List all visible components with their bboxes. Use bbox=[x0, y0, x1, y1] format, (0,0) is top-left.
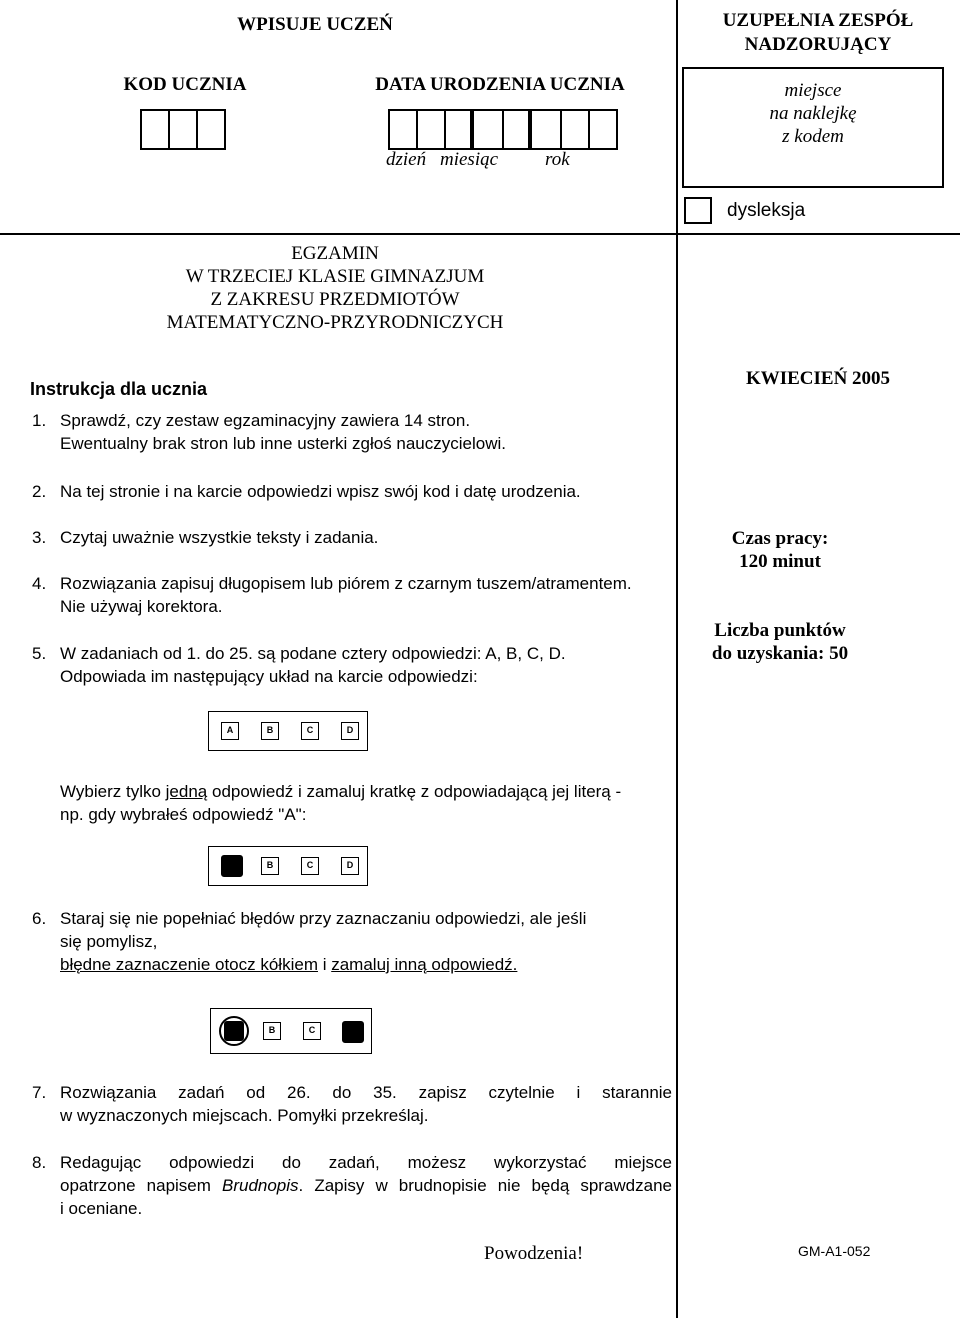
month-label: miesiąc bbox=[440, 149, 499, 170]
code-digit-box[interactable] bbox=[170, 111, 198, 149]
answer-box-b: B bbox=[261, 722, 279, 740]
exam-code: GM-A1-052 bbox=[798, 1243, 871, 1259]
day-label: dzień bbox=[386, 149, 427, 170]
supervisor-heading-2: NADZORUJĄCY bbox=[744, 34, 892, 55]
instruction-text: Odpowiada im następujący układ na karcie odpowiedzi: bbox=[60, 667, 478, 686]
choose-line-1 bbox=[60, 780, 680, 803]
instruction-text bbox=[60, 1174, 672, 1197]
good-luck: Powodzenia! bbox=[484, 1243, 584, 1264]
instruction-text: Czytaj uważnie wszystkie teksty i zadania. bbox=[60, 528, 379, 547]
instruction-text: W zadaniach od 1. do 25. są podane cztery odpowiedzi: A, B, C, D. bbox=[60, 644, 566, 663]
exam-title-line-4: MATEMATYCZNO-PRZYRODNICZYCH bbox=[166, 312, 504, 333]
choose-text: odpowiedź i zamaluj kratkę z odpowiadającą jej literą - bbox=[207, 782, 622, 801]
date-digit-box[interactable] bbox=[534, 111, 562, 149]
answer-box-c: C bbox=[301, 722, 319, 740]
underlined-text: błędne zaznaczenie otocz kółkiem bbox=[60, 955, 318, 974]
instruction-text: w wyznaczonych miejscach. Pomyłki przekreślaj. bbox=[60, 1106, 429, 1125]
answer-box-d: D bbox=[341, 722, 359, 740]
plain-text: . Zapisy w brudnopisie nie będą sprawdzane bbox=[298, 1176, 672, 1195]
choose-text: Wybierz tylko bbox=[60, 782, 166, 801]
date-digit-box[interactable] bbox=[390, 111, 418, 149]
exam-title-line-1: EGZAMIN bbox=[291, 243, 379, 264]
instruction-text: Nie używaj korektora. bbox=[60, 597, 223, 616]
instruction-number: 3. bbox=[32, 528, 47, 547]
student-code-boxes[interactable] bbox=[140, 109, 226, 150]
code-digit-box[interactable] bbox=[142, 111, 170, 149]
answer-box-c: C bbox=[303, 1022, 321, 1040]
choose-instruction bbox=[60, 780, 680, 826]
answer-filled-example bbox=[208, 846, 368, 886]
vertical-divider bbox=[676, 0, 678, 1318]
date-digit-box[interactable] bbox=[418, 111, 446, 149]
instruction-text: i oceniane. bbox=[60, 1199, 143, 1218]
plain-text: opatrzone napisem bbox=[60, 1176, 222, 1195]
answer-box-b: B bbox=[261, 857, 279, 875]
instruction-number: 4. bbox=[32, 574, 47, 593]
date-digit-box[interactable] bbox=[504, 111, 532, 149]
sticker-line-3: z kodem bbox=[782, 126, 844, 147]
answer-box-b: B bbox=[263, 1022, 281, 1040]
answer-box-c: C bbox=[301, 857, 319, 875]
time-label: Czas pracy: bbox=[731, 528, 829, 549]
instruction-number: 7. bbox=[32, 1083, 47, 1102]
date-digit-box[interactable] bbox=[446, 111, 474, 149]
instruction-text: Ewentualny brak stron lub inne usterki zgłoś nauczycielowi. bbox=[60, 434, 507, 453]
instruction-text: Redagując odpowiedzi do zadań, możesz wykorzystać miejsce bbox=[60, 1153, 672, 1172]
dyslexia-checkbox[interactable] bbox=[684, 197, 712, 224]
instruction-text: Rozwiązania zapisuj długopisem lub piórem z czarnym tuszem/atramentem. bbox=[60, 574, 632, 593]
birth-date-boxes[interactable] bbox=[388, 109, 618, 150]
answer-correction-example bbox=[210, 1008, 372, 1054]
instruction-text: Staraj się nie popełniać błędów przy zaznaczaniu odpowiedzi, ale jeśli bbox=[60, 909, 587, 928]
dyslexia-label: dysleksja bbox=[727, 200, 806, 221]
instruction-number: 1. bbox=[32, 411, 47, 430]
header-divider bbox=[0, 233, 960, 235]
instruction-number: 6. bbox=[32, 909, 47, 928]
choose-line-2: np. gdy wybrałeś odpowiedź "A": bbox=[60, 805, 307, 824]
plain-text: i bbox=[317, 955, 332, 974]
instruction-number: 8. bbox=[32, 1153, 47, 1172]
student-code-label: KOD UCZNIA bbox=[123, 74, 247, 95]
exam-date: KWIECIEŃ 2005 bbox=[745, 368, 891, 389]
points-value: do uzyskania: 50 bbox=[711, 643, 849, 664]
sticker-line-1: miejsce bbox=[784, 80, 842, 101]
points-label: Liczba punktów bbox=[714, 620, 846, 641]
instructions-title: Instrukcja dla ucznia bbox=[30, 379, 208, 399]
date-digit-box[interactable] bbox=[562, 111, 590, 149]
instruction-number: 2. bbox=[32, 482, 47, 501]
underlined-text: zamaluj inną odpowiedź. bbox=[331, 955, 518, 974]
date-digit-box[interactable] bbox=[476, 111, 504, 149]
answer-box-a: A bbox=[221, 722, 239, 740]
answer-box-d-filled bbox=[342, 1021, 364, 1043]
time-value: 120 minut bbox=[739, 551, 821, 572]
student-fills-heading: WPISUJE UCZEŃ bbox=[237, 14, 393, 35]
instruction-text: Sprawdź, czy zestaw egzaminacyjny zawiera 14 stron. bbox=[60, 411, 471, 430]
sticker-line-2: na naklejkę bbox=[769, 103, 857, 124]
instruction-number: 5. bbox=[32, 644, 47, 663]
instruction-text bbox=[60, 953, 517, 976]
exam-title-line-3: Z ZAKRESU PRZEDMIOTÓW bbox=[210, 289, 460, 310]
supervisor-heading-1: UZUPEŁNIA ZESPÓŁ bbox=[722, 10, 914, 31]
year-label: rok bbox=[545, 149, 570, 170]
choose-emphasis: jedną bbox=[165, 782, 208, 801]
italic-text: Brudnopis bbox=[221, 1176, 299, 1195]
answer-layout-example bbox=[208, 711, 368, 751]
answer-box-a-filled bbox=[221, 855, 243, 877]
birth-date-label: DATA URODZENIA UCZNIA bbox=[375, 74, 625, 95]
instruction-text: Na tej stronie i na karcie odpowiedzi wpisz swój kod i datę urodzenia. bbox=[60, 482, 581, 501]
instruction-text: się pomylisz, bbox=[60, 932, 158, 951]
instruction-text: Rozwiązania zadań od 26. do 35. zapisz czytelnie i starannie bbox=[60, 1083, 672, 1102]
answer-box-d: D bbox=[341, 857, 359, 875]
exam-title-line-2: W TRZECIEJ KLASIE GIMNAZJUM bbox=[185, 266, 485, 287]
answer-box-a-filled bbox=[224, 1021, 244, 1041]
